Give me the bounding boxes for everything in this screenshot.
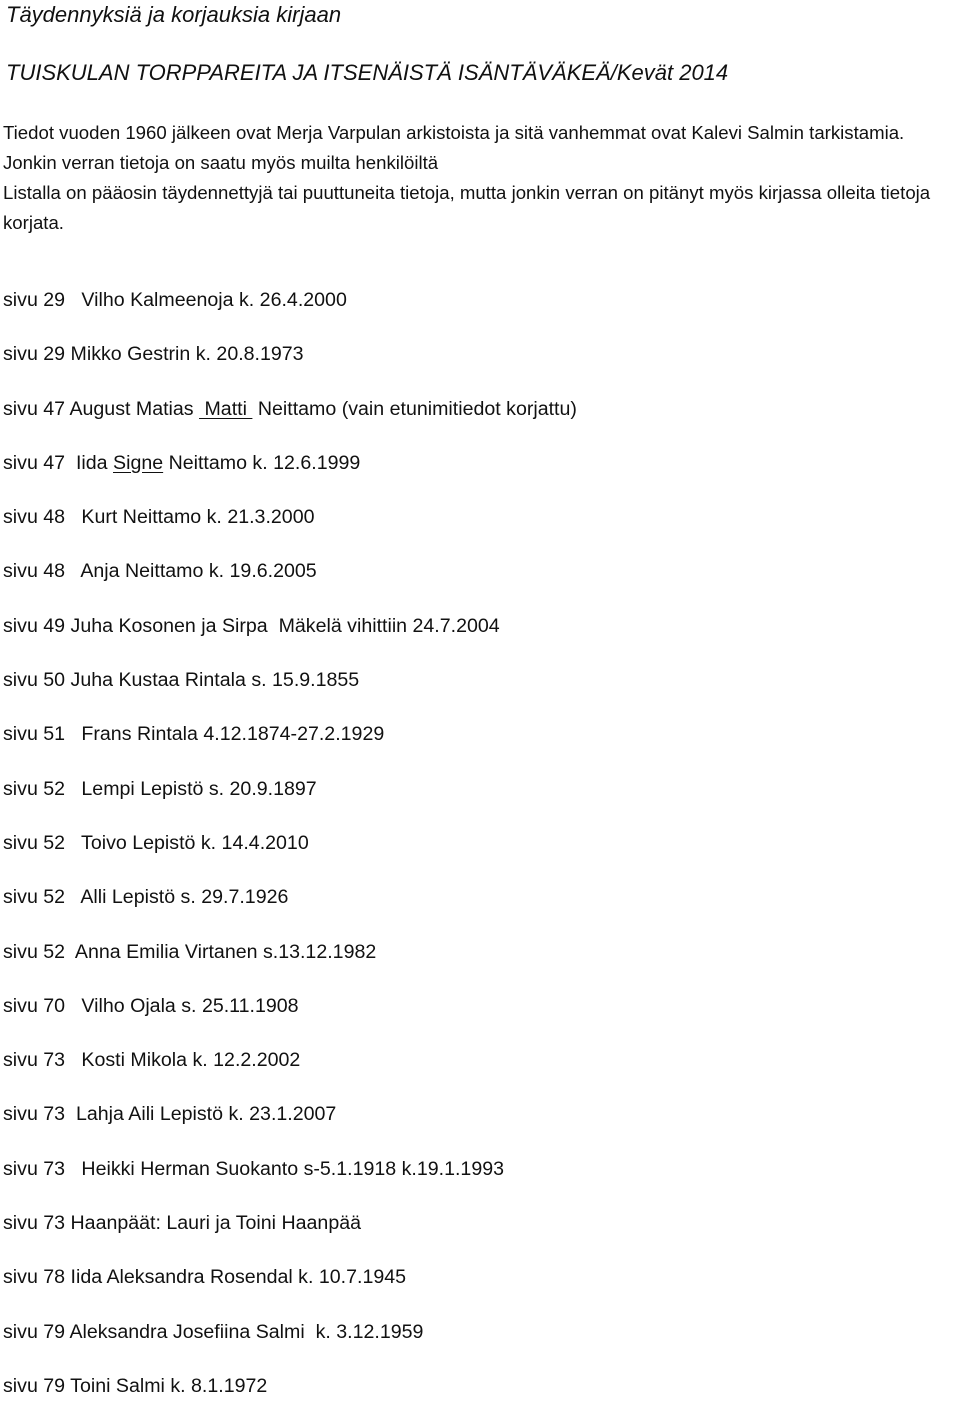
list-item	[3, 719, 953, 773]
entry-text: sivu 48 Anja Neittamo k. 19.6.2005	[3, 560, 317, 583]
entry-text: sivu 50 Juha Kustaa Rintala s. 15.9.1855	[3, 669, 360, 692]
list-item	[3, 828, 953, 882]
list-item	[3, 285, 953, 339]
list-item	[3, 774, 953, 828]
entry-text: sivu 48 Kurt Neittamo k. 21.3.2000	[3, 506, 315, 529]
entry-text: sivu 47 August Matias	[3, 397, 200, 420]
entry-text: sivu 79 Toini Salmi k. 8.1.1972	[3, 1374, 268, 1397]
list-item	[3, 1317, 953, 1371]
entry-text: sivu 47 Iida	[3, 451, 114, 474]
list-item	[3, 1099, 953, 1153]
intro-paragraph-scope: Listalla on pääosin täydennettyjä tai puuttuneita tietoja, mutta jonkin verran on pitänyt myös kirjassa olleita tietoja korjata.	[3, 182, 931, 233]
entry-text: sivu 73 Heikki Herman Suokanto s-5.1.1918 k.19.1.1993	[3, 1157, 505, 1180]
intro-text	[3, 118, 958, 238]
list-item	[3, 991, 953, 1045]
entry-text-after: Neittamo (vain etunimitiedot korjattu)	[252, 397, 577, 420]
list-item	[3, 1371, 953, 1425]
list-item	[3, 1154, 953, 1208]
entry-text: sivu 52 Lempi Lepistö s. 20.9.1897	[3, 777, 317, 800]
list-item	[3, 611, 953, 665]
list-item	[3, 556, 953, 610]
document-subtitle: TUISKULAN TORPPAREITA JA ITSENÄISTÄ ISÄNTÄVÄKEÄ/Kevät 2014	[6, 60, 729, 85]
list-item	[3, 937, 953, 991]
list-item	[3, 882, 953, 936]
entry-text: sivu 73 Lahja Aili Lepistö k. 23.1.2007	[3, 1103, 337, 1126]
entry-text: sivu 29 Vilho Kalmeenoja k. 26.4.2000	[3, 289, 347, 311]
entry-text: sivu 79 Aleksandra Josefiina Salmi k. 3.12.1959	[3, 1320, 424, 1343]
intro-paragraph-source: Tiedot vuoden 1960 jälkeen ovat Merja Varpulan arkistoista ja sitä vanhemmat ovat Kalevi Salmin tarkistamia. Jonkin verran tietoja on saatu myös muilta henkilöiltä	[3, 122, 905, 173]
list-item	[3, 394, 953, 448]
entry-text: sivu 29 Mikko Gestrin k. 20.8.1973	[3, 343, 304, 366]
entry-text-after: Neittamo k. 12.6.1999	[163, 451, 361, 474]
entry-text: sivu 73 Haanpäät: Lauri ja Toini Haanpää	[3, 1212, 362, 1235]
list-item	[3, 1262, 953, 1316]
entry-text: sivu 78 Iida Aleksandra Rosendal k. 10.7.1945	[3, 1266, 407, 1289]
entry-text: sivu 52 Anna Emilia Virtanen s.13.12.1982	[3, 940, 377, 963]
entry-text: sivu 70 Vilho Ojala s. 25.11.1908	[3, 994, 299, 1017]
entry-text: sivu 73 Kosti Mikola k. 12.2.2002	[3, 1049, 301, 1072]
list-item	[3, 1208, 953, 1262]
list-item	[3, 448, 953, 502]
entry-text: sivu 52 Alli Lepistö s. 29.7.1926	[3, 886, 289, 909]
entry-underlined-name: Signe	[113, 451, 164, 474]
entry-underlined-name: Matti	[199, 397, 253, 420]
entry-text: sivu 49 Juha Kosonen ja Sirpa Mäkelä vihittiin 24.7.2004	[3, 614, 500, 637]
corrections-list	[3, 285, 953, 1425]
list-item	[3, 502, 953, 556]
list-item	[3, 1045, 953, 1099]
entry-text: sivu 51 Frans Rintala 4.12.1874-27.2.1929	[3, 723, 385, 746]
list-item	[3, 665, 953, 719]
entry-text: sivu 52 Toivo Lepistö k. 14.4.2010	[3, 831, 309, 854]
document-title: Täydennyksiä ja korjauksia kirjaan	[6, 2, 342, 27]
list-item	[3, 339, 953, 393]
